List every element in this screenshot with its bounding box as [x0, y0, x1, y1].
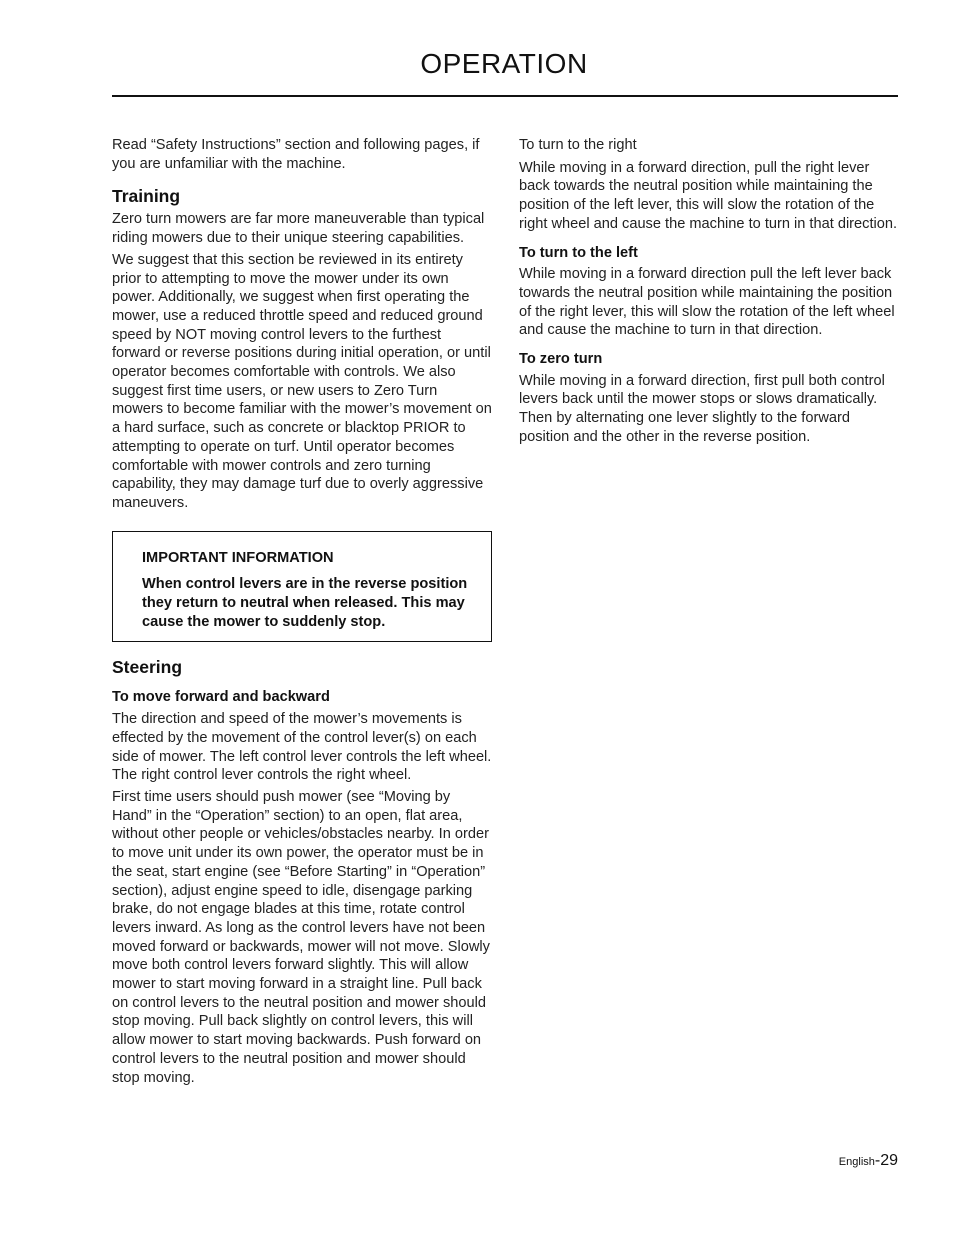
turn-right-heading: To turn to the right — [519, 137, 637, 153]
footer-language: English — [838, 1156, 875, 1168]
training-paragraph-2: We suggest that this section be reviewed in its entirety prior to attempting to move the mower under its own power. Additionally, we suggest when first operating the mower, use a reduced throttle speed and reduced ground speed by NOT moving control levers to the furthest forward or reverse positions during initial operation, or until operator becomes comfortable with controls. We also suggest first time users, or new users to Zero Turn mowers to become familiar with the mower’s movement on a hard surface, such as concrete or blacktop PRIOR to attempting to operate on turf. Until operator becomes comfortable with mower controls and zero turning capability, they may damage turf due to overly aggressive maneuvers. — [112, 251, 492, 511]
header-divider — [112, 95, 898, 97]
turn-left-heading: To turn to the left — [519, 244, 638, 261]
intro-paragraph: Read “Safety Instructions” section and following pages, if you are unfamiliar with the machine. — [112, 137, 480, 172]
notice-body: When control levers are in the reverse position they return to neutral when released. This may cause the mower to suddenly stop. — [142, 576, 468, 630]
page-number: -29 — [874, 1152, 898, 1169]
important-information-box — [112, 531, 492, 643]
training-heading: Training — [112, 186, 181, 207]
zero-turn-heading: To zero turn — [519, 351, 603, 368]
steering-paragraph-2: First time users should push mower (see “Moving by Hand” in the “Operation” section) to an open, flat area, without other people or vehicles/obstacles nearby. In order to move unit under its own power, the operator must be in the seat, start engine (see “Before Starting” in “Operation” section), adjust engine speed to idle, disengage parking brake, do not engage blades at this time, rotate control levers inward. As long as the control levers have not been moved forward or backwards, mower will not move. Slowly move both control levers forward slightly. This will allow mower to start moving forward in a straight line. Pull back on control levers to the neutral position and mower should stop moving. Pull back slightly on control levers, this will allow mower to start moving backwards. Push forward on control levers to the neutral position and mower should stop moving. — [112, 788, 490, 1086]
page-footer — [839, 1152, 898, 1170]
zero-turn-paragraph: While moving in a forward direction, first pull both control levers back until the mower stops or slows dramatically. Then by alternating one lever slightly to the forward position and the other in the reverse position. — [519, 372, 885, 445]
steering-heading: Steering — [112, 657, 183, 678]
page-title: OPERATION — [420, 48, 588, 79]
left-column — [112, 136, 492, 1090]
training-paragraph-1: Zero turn mowers are far more maneuverable than typical riding mowers due to their unique steering capabilities. — [112, 211, 485, 247]
steering-paragraph-1: The direction and speed of the mower’s movements is effected by the movement of the control lever(s) on each side of mower. The left control lever controls the left wheel. The right control lever controls the right wheel. — [112, 711, 492, 784]
turn-left-paragraph: While moving in a forward direction pull the left lever back towards the neutral position while maintaining the position of the right lever, this will slow the rotation of the left wheel and cause the machine to turn in that direction. — [519, 266, 895, 339]
forward-backward-subheading: To move forward and backward — [112, 689, 330, 706]
turn-right-paragraph: While moving in a forward direction, pull the right lever back towards the neutral position while maintaining the position of the left lever, this will slow the rotation of the right wheel and cause the machine to turn in that direction. — [519, 159, 898, 232]
right-column — [519, 136, 899, 450]
notice-title: IMPORTANT INFORMATION — [142, 549, 334, 566]
